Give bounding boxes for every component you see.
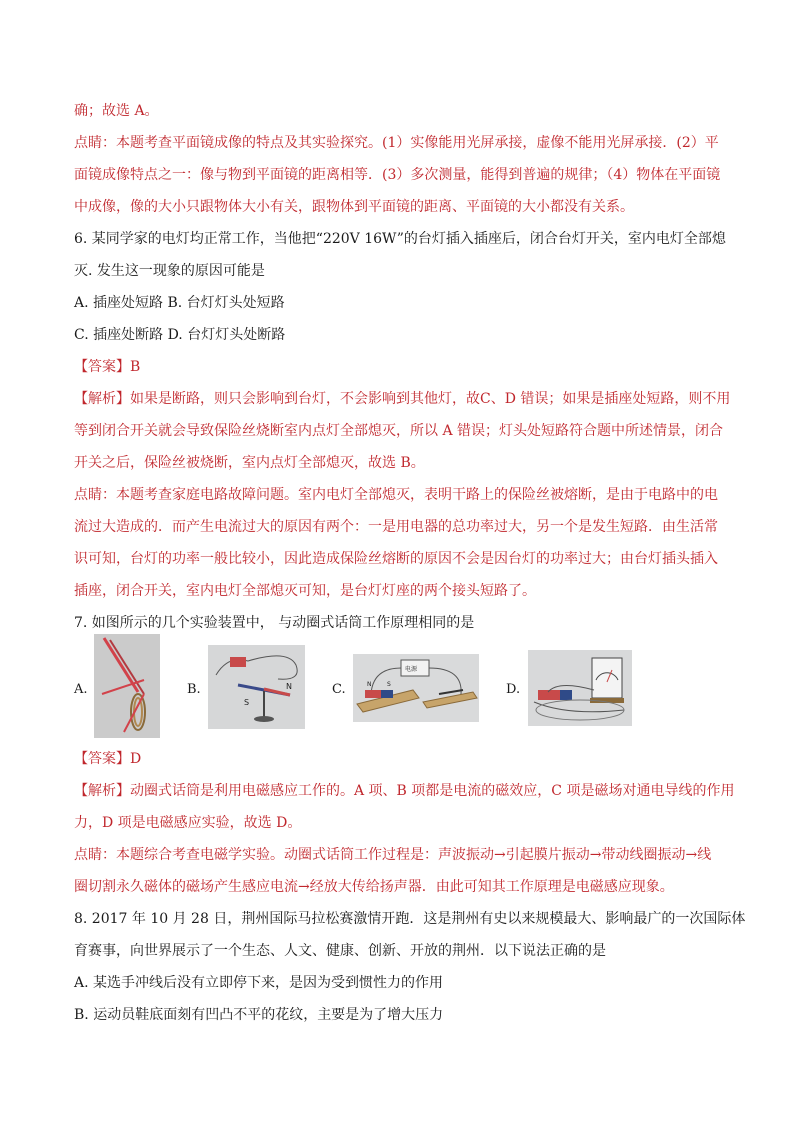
text-line: 流过大造成的．而产生电流过大的原因有两个：一是用电器的总功率过大，另一个是发生短路．由生活常	[74, 519, 718, 535]
text-line: B. 运动员鞋底面刻有凹凸不平的花纹，主要是为了增大压力	[74, 1007, 444, 1023]
text-line: 【解析】如果是断路，则只会影响到台灯，不会影响到其他灯，故C、D 错误；如果是插座处短路，则不用	[74, 391, 731, 407]
text-line: 开关之后，保险丝被烧断，室内点灯全部熄灭，故选 B。	[74, 455, 425, 471]
figure-c-n-label: N	[367, 681, 372, 688]
option-d-label: D.	[506, 682, 521, 697]
figure-b-s-label: S	[244, 698, 250, 707]
figure-c-power-label: 电源	[405, 666, 418, 673]
text-line: 【答案】B	[74, 359, 141, 375]
text-line: 【解析】动圈式话筒是利用电磁感应工作的。A 项、B 项都是电流的磁效应，C 项是磁场对通电导线的作用	[74, 783, 735, 799]
option-c-label: C.	[332, 682, 346, 697]
text-line: A. 某选手冲线后没有立即停下来，是因为受到惯性力的作用	[74, 975, 444, 991]
text-line: 8. 2017 年 10 月 28 日，荆州国际马拉松赛激情开跑．这是荆州有史以来规模最大、影响最广的一次国际体	[74, 911, 746, 927]
figure-b-photo	[208, 645, 305, 729]
text-line: 点睛：本题考查家庭电路故障问题。室内电灯全部熄灭，表明干路上的保险丝被熔断，是由于电路中的电	[74, 487, 718, 503]
text-line: 点睛：本题综合考查电磁学实验。动圈式话筒工作过程是：声波振动→引起膜片振动→带动线圈振动→线	[74, 847, 712, 863]
text-line: 圈切割永久磁体的磁场产生感应电流→经放大传给扬声器．由此可知其工作原理是电磁感应现象。	[74, 879, 674, 895]
text-line: C. 插座处断路 D. 台灯灯头处断路	[74, 327, 286, 343]
figure-a-drawing	[94, 634, 160, 738]
figure-c-photo	[353, 654, 479, 722]
text-line: 等到闭合开关就会导致保险丝烧断室内点灯全部熄灭，所以 A 错误；灯头处短路符合题中所述情景，闭合	[74, 423, 724, 439]
text-line: 【答案】D	[74, 751, 142, 767]
text-line: 7. 如图所示的几个实验装置中， 与动圈式话筒工作原理相同的是	[74, 615, 475, 631]
figure-d-drawing	[528, 650, 632, 726]
text-line: 面镜成像特点之一：像与物到平面镜的距离相等．(3）多次测量，能得到普遍的规律；（4）物体在平面镜	[74, 167, 721, 183]
figure-d-photo	[528, 650, 632, 726]
option-a-label: A.	[74, 682, 88, 697]
text-line: 插座，闭合开关，室内电灯全部熄灭可知，是台灯灯座的两个接头短路了。	[74, 583, 536, 599]
text-line: 中成像，像的大小只跟物体大小有关，跟物体到平面镜的距离、平面镜的大小都没有关系。	[74, 199, 634, 215]
text-line: 育赛事，向世界展示了一个生态、人文、健康、创新、开放的荆州．以下说法正确的是	[74, 943, 606, 959]
text-line: 识可知，台灯的功率一般比较小，因此造成保险丝熔断的原因不会是因台灯的功率过大；由台灯插头插入	[74, 551, 718, 567]
text-line: A. 插座处短路 B. 台灯灯头处短路	[74, 295, 285, 311]
text-line: 力，D 项是电磁感应实验，故选 D。	[74, 815, 302, 831]
option-b-label: B.	[187, 682, 201, 697]
text-line: 6. 某同学家的电灯均正常工作，当他把“220V 16W”的台灯插入插座后，闭合台灯开关，室内电灯全部熄	[74, 231, 726, 247]
figure-c-drawing	[353, 654, 479, 722]
figure-b-drawing	[208, 645, 305, 729]
figure-c-s-label: S	[387, 681, 391, 688]
figure-b-n-label: N	[286, 682, 292, 691]
text-line: 灭. 发生这一现象的原因可能是	[74, 263, 265, 279]
figure-a-photo	[94, 634, 160, 738]
text-line: 确；故选 A。	[74, 103, 159, 119]
text-line: 点睛：本题考查平面镜成像的特点及其实验探究。(1）实像能用光屏承接，虚像不能用光屏承接．(2）平	[74, 135, 719, 151]
